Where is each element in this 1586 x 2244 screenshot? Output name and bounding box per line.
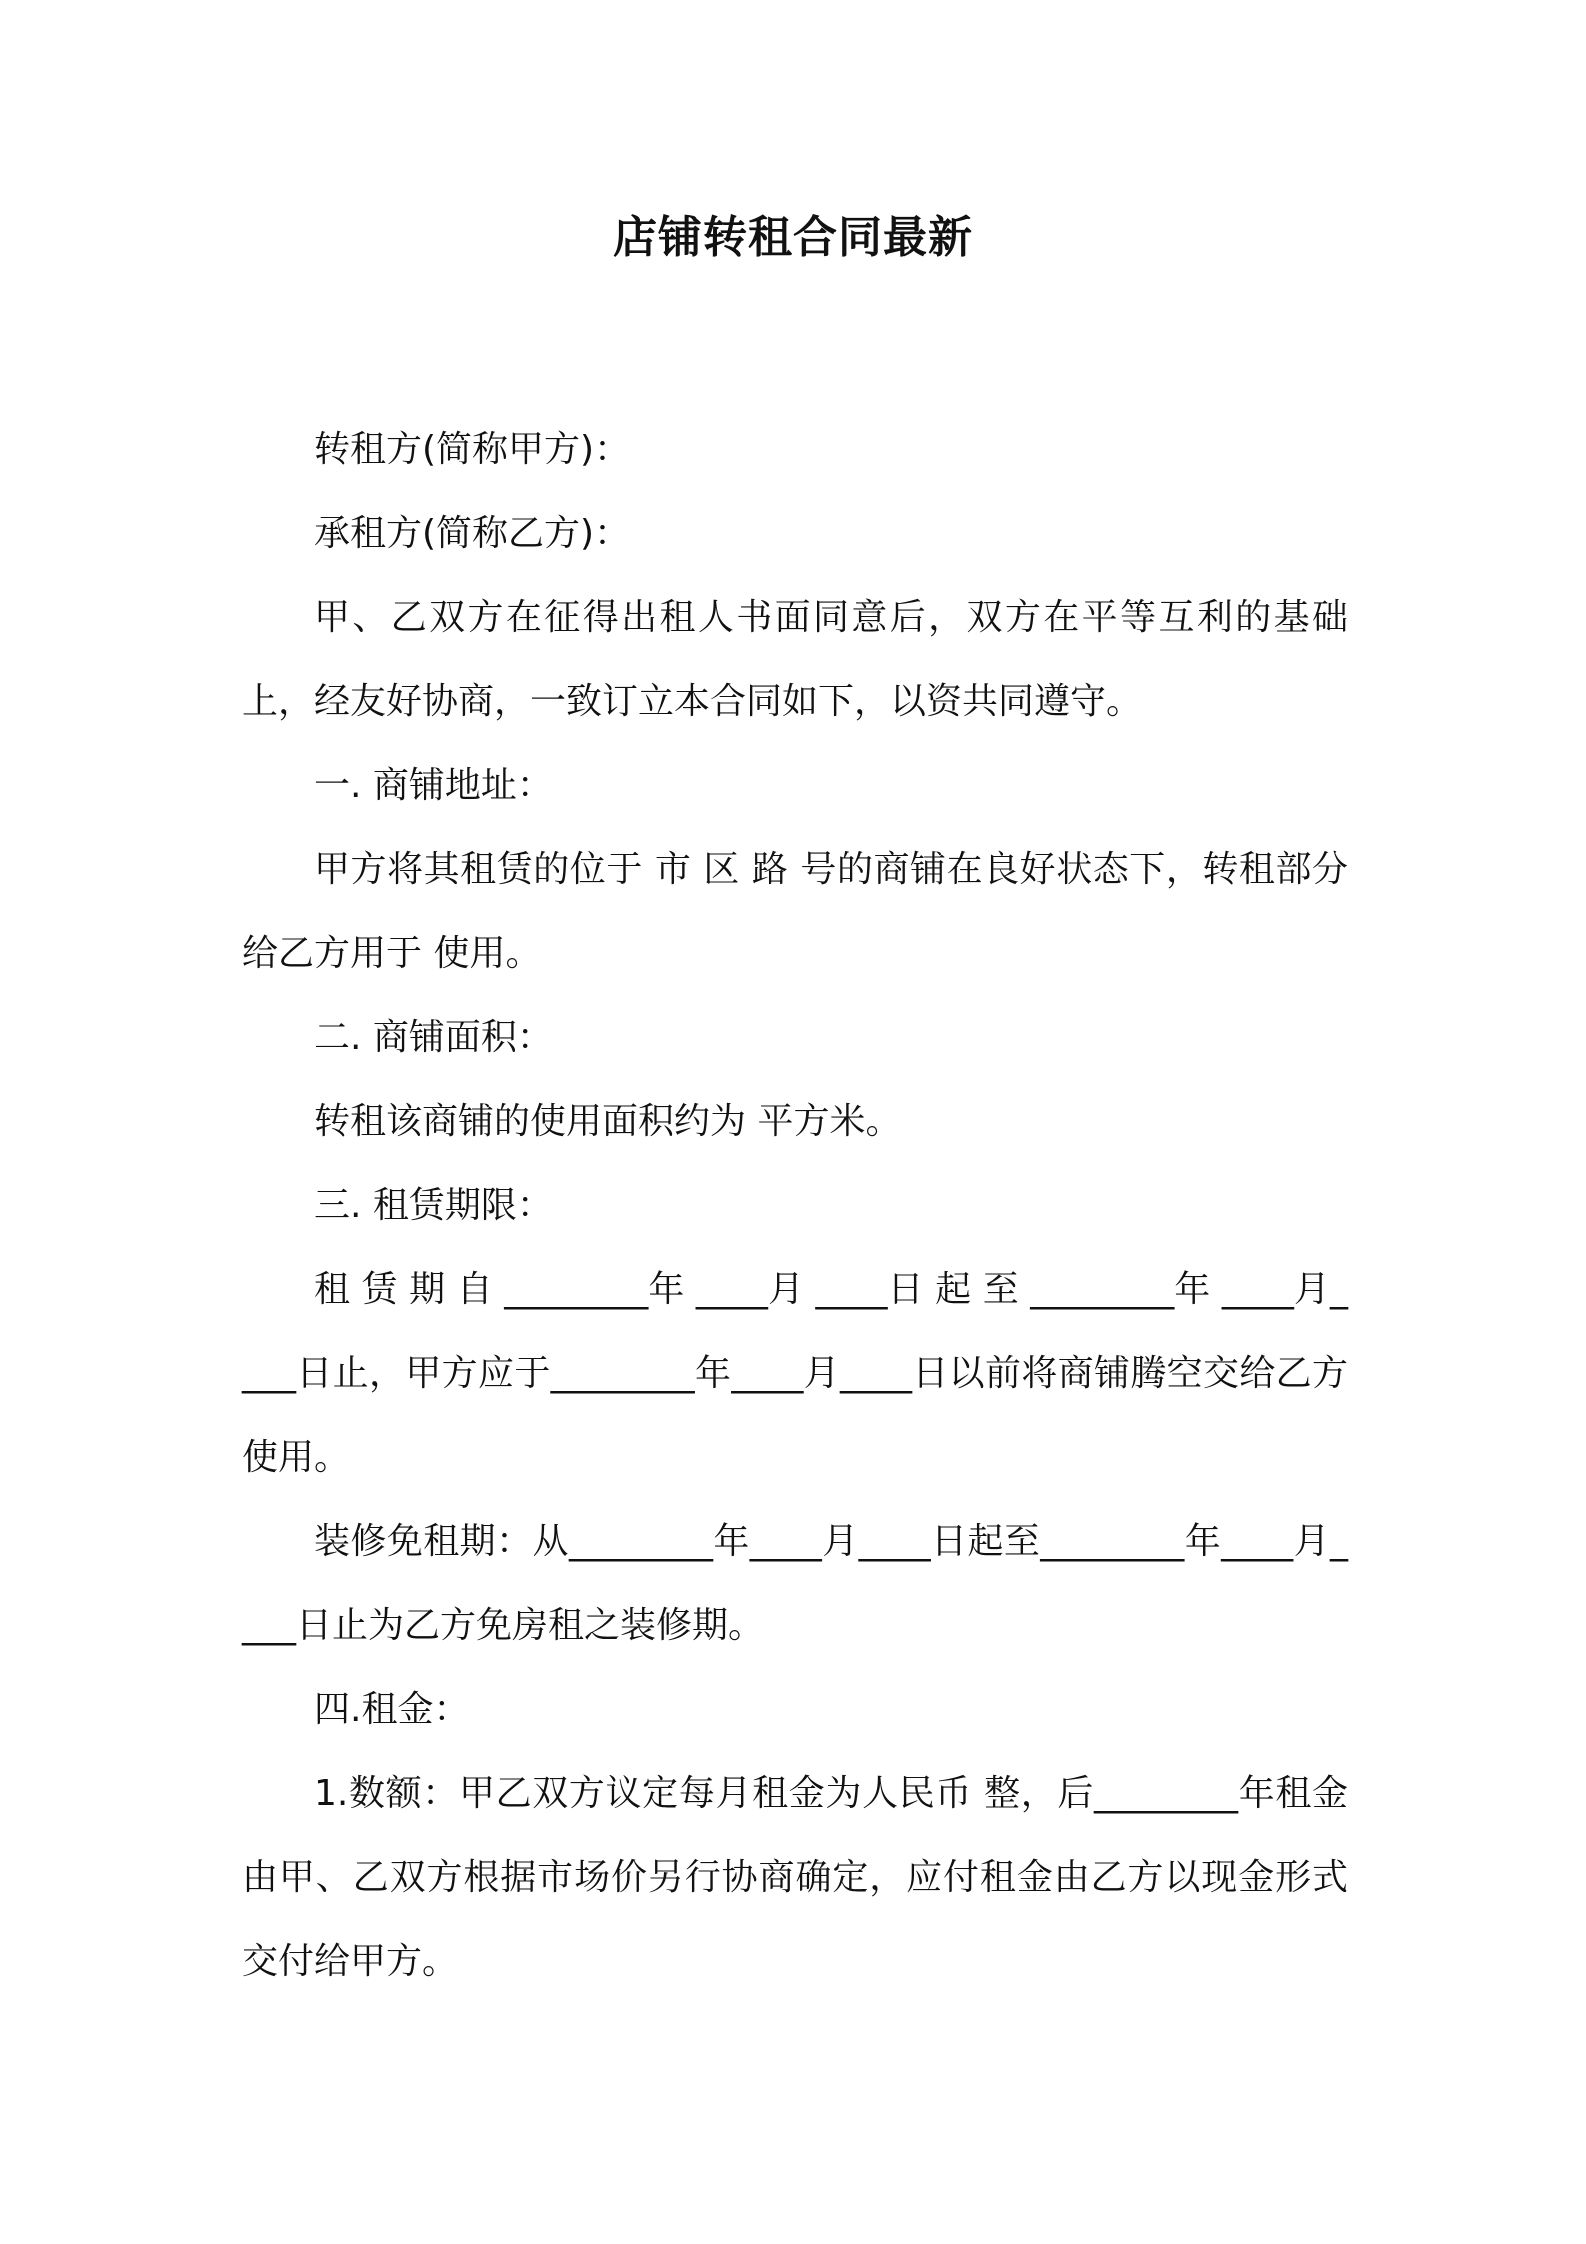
document-body [242, 408, 1348, 2004]
preamble-paragraph: 甲、乙双方在征得出租人书面同意后，双方在平等互利的基础上，经友好协商，一致订立本合同如下，以资共同遵守。 [242, 597, 1348, 722]
party-a-line: 转租方(简称甲方)： [314, 429, 631, 470]
section-heading-area: 二. 商铺面积： [314, 1017, 553, 1058]
renovation-period-paragraph: 装修免租期：从________年____月____日起至________年____月____日止为乙方免房租之装修期。 [242, 1521, 1348, 1646]
section-heading-term: 三. 租赁期限： [314, 1185, 553, 1226]
rent-amount-paragraph: 1.数额：甲乙双方议定每月租金为人民币 整，后________年租金由甲、乙双方根据市场价另行协商确定，应付租金由乙方以现金形式交付给甲方。 [242, 1773, 1348, 1982]
area-paragraph: 转租该商铺的使用面积约为 平方米。 [314, 1101, 902, 1142]
document-title: 店铺转租合同最新 [613, 212, 973, 263]
party-b-line: 承租方(简称乙方)： [314, 513, 631, 554]
section-heading-address: 一. 商铺地址： [314, 765, 553, 806]
address-paragraph: 甲方将其租赁的位于 市 区 路 号的商铺在良好状态下，转租部分给乙方用于 使用。 [242, 849, 1348, 974]
section-heading-rent: 四.租金： [314, 1689, 470, 1730]
term-paragraph: 租 赁 期 自 ________年 ____月 ____日 起 至 ________年 ____月____日止，甲方应于________年____月____日以前将商铺腾空交给乙方使用。 [242, 1269, 1348, 1478]
